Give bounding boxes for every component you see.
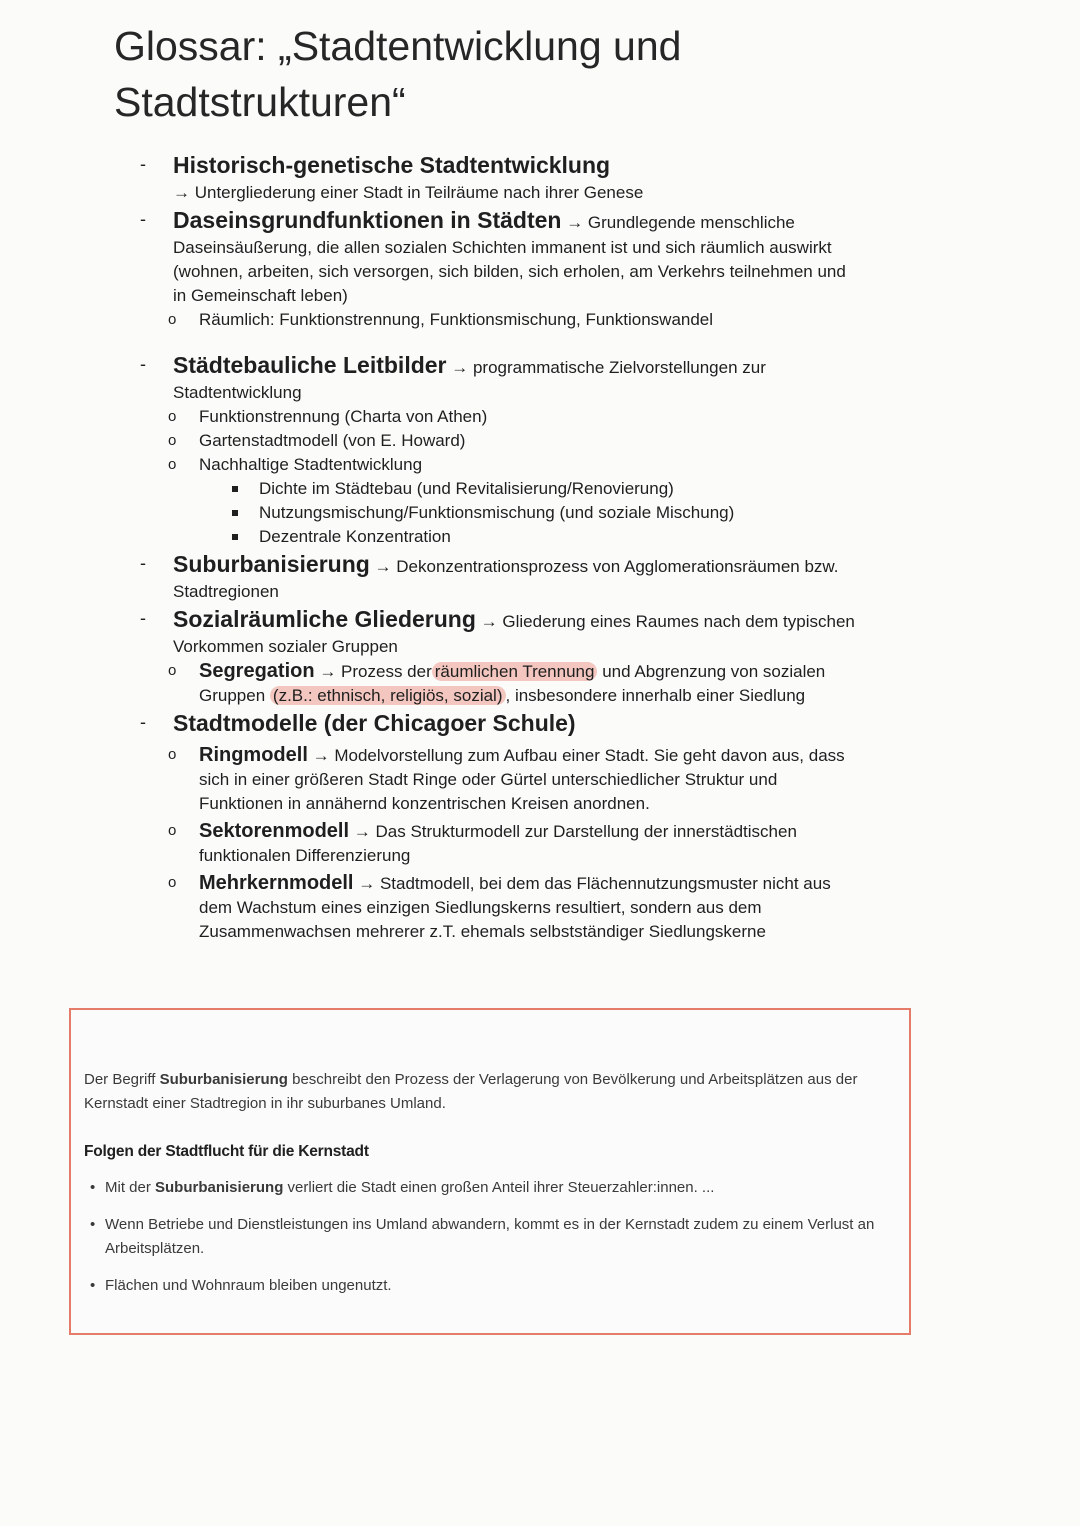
glossary-entry-leitbilder xyxy=(140,350,860,405)
term-daseins: Daseinsgrundfunktionen in Städten xyxy=(173,207,562,233)
highlight-raeumliche-trennung: räumlichen Trennung xyxy=(432,662,598,681)
term-modelle: Stadtmodelle (der Chicagoer Schule) xyxy=(173,710,576,736)
info-bullet-list xyxy=(84,1176,899,1298)
circle-bullet-icon: o xyxy=(168,662,177,679)
bullet-dot-icon: • xyxy=(90,1277,96,1294)
info-intro: Der Begriff Suburbanisierung beschreibt den Prozess der Verlagerung von Bevölkerung und Arbeitsplätzen aus der Kernstadt einer Stadtregion in ihr suburbanes Umland. xyxy=(84,1071,858,1112)
circle-bullet-icon: o xyxy=(168,456,177,473)
square-bullet-icon xyxy=(232,510,238,516)
glossary-entry-sozial xyxy=(140,604,860,659)
circle-bullet-icon: o xyxy=(168,432,177,449)
circle-bullet-icon: o xyxy=(168,874,177,891)
sub-item: o Nachhaltige Stadtentwicklung xyxy=(140,453,860,477)
dash-bullet: - xyxy=(140,154,146,174)
dash-bullet: - xyxy=(140,354,146,374)
definition-sozial: → Gliederung eines Raumes nach dem typischen Vorkommen sozialer Gruppen xyxy=(173,612,855,656)
term-sektorenmodell: Sektorenmodell xyxy=(199,820,350,842)
definition-suburban: → Dekonzentrationsprozess von Agglomerationsräumen bzw. Stadtregionen xyxy=(173,557,839,601)
circle-bullet-icon: o xyxy=(168,746,177,763)
sub-item-sektorenmodell: o Sektorenmodell → Das Strukturmodell zur Darstellung der innerstädtischen funktionalen Differenzierung xyxy=(168,820,797,865)
dash-bullet: - xyxy=(140,712,146,732)
definition-leitbilder: → programmatische Zielvorstellungen zur Stadtentwicklung xyxy=(173,358,766,402)
term-suburban: Suburbanisierung xyxy=(173,551,370,577)
glossary-entry-modelle xyxy=(140,708,860,739)
sub-item-raeumlich: o Räumlich: Funktionstrennung, Funktionsmischung, Funktionswandel xyxy=(140,308,860,332)
nested-item: Dezentrale Konzentration xyxy=(140,525,860,549)
circle-bullet-icon: o xyxy=(168,408,177,425)
suburbanisierung-info-box xyxy=(69,1008,911,1335)
sub-item: o Funktionstrennung (Charta von Athen) xyxy=(140,405,860,429)
dash-bullet: - xyxy=(140,553,146,573)
term-historisch: Historisch-genetische Stadtentwicklung xyxy=(173,152,611,178)
term-mehrkernmodell: Mehrkernmodell xyxy=(199,872,354,894)
square-bullet-icon xyxy=(232,486,238,492)
glossary-entry-daseins xyxy=(140,205,860,308)
glossary-entry-suburban xyxy=(140,549,860,604)
glossary-list xyxy=(140,150,860,944)
term-sozial: Sozialräumliche Gliederung xyxy=(173,606,476,632)
term-leitbilder: Städtebauliche Leitbilder xyxy=(173,352,447,378)
info-box-content xyxy=(84,1068,899,1311)
list-item: • Wenn Betriebe und Dienstleistungen ins Umland abwandern, kommt es in der Kernstadt zudem zu einem Verlust an Arbeitsplätzen. xyxy=(84,1213,899,1261)
sub-item-segregation: o Segregation → Prozess der räumlichen Trennung und Abgrenzung von sozialen Gruppen (z.B.: ethnisch, religiös, sozial) , insbesondere innerhalb einer Siedlung xyxy=(168,660,826,705)
definition-historisch: → Untergliederung einer Stadt in Teilräume nach ihrer Genese xyxy=(173,183,644,202)
term-segregation: Segregation xyxy=(199,660,315,682)
highlight-beispiele: (z.B.: ethnisch, religiös, sozial) xyxy=(270,686,506,705)
circle-bullet-icon: o xyxy=(168,311,177,328)
dash-bullet: - xyxy=(140,608,146,628)
sub-item-ringmodell: o Ringmodell → Modelvorstellung zum Aufbau einer Stadt. Sie geht davon aus, dass sich in einer größeren Stadt Ringe oder Gürtel unterschiedlicher Struktur und Funktionen in annähernd konzentrischen Kreisen anordnen. xyxy=(168,744,845,813)
bullet-dot-icon: • xyxy=(90,1216,96,1233)
square-bullet-icon xyxy=(232,534,238,540)
circle-bullet-icon: o xyxy=(168,822,177,839)
sub-item: o Gartenstadtmodell (von E. Howard) xyxy=(140,429,860,453)
term-ringmodell: Ringmodell xyxy=(199,744,308,766)
definition-daseins: → Grundlegende menschliche Daseinsäußerung, die allen sozialen Schichten immanent ist und sich räumlich auswirkt (wohnen, arbeiten, sich versorgen, sich bilden, sich erholen, am Verkehrs teilnehmen und in Gemeinschaft leben) xyxy=(173,213,846,305)
bullet-dot-icon: • xyxy=(90,1179,96,1196)
nested-item: Nutzungsmischung/Funktionsmischung (und soziale Mischung) xyxy=(140,501,860,525)
glossary-entry-historisch xyxy=(140,150,860,205)
page-title: Glossar: „Stadtentwicklung und Stadtstrukturen“ xyxy=(114,23,682,125)
list-item: • Mit der Suburbanisierung verliert die Stadt einen großen Anteil ihrer Steuerzahler:innen. ... xyxy=(84,1176,899,1200)
info-heading: Folgen der Stadtflucht für die Kernstadt xyxy=(84,1143,369,1160)
list-item: • Flächen und Wohnraum bleiben ungenutzt. xyxy=(84,1274,899,1298)
sub-item-mehrkernmodell: o Mehrkernmodell → Stadtmodell, bei dem das Flächennutzungsmuster nicht aus dem Wachstum eines einzigen Siedlungskerns resultiert, sondern aus dem Zusammenwachsen mehrerer z.T. ehemals selbstständiger Siedlungskerne xyxy=(168,872,831,941)
dash-bullet: - xyxy=(140,209,146,229)
nested-item: Dichte im Städtebau (und Revitalisierung/Renovierung) xyxy=(140,477,860,501)
